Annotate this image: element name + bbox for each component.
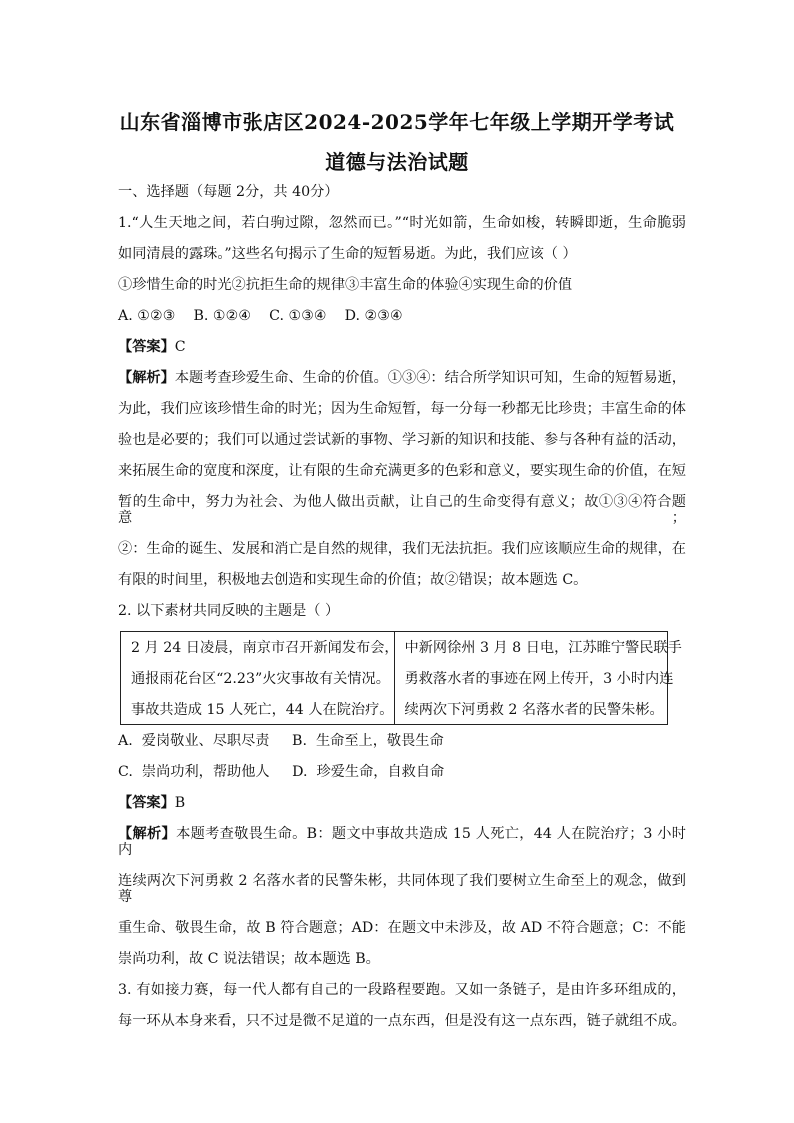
material-line: 勇救落水者的事迹在网上传开，3 小时内连 <box>404 671 674 687</box>
analysis-text: 本题考查珍爱生命、生命的价值。①③④：结合所学知识可知，生命的短暂易逝， <box>174 370 686 386</box>
q2-options: C. 崇尚功利，帮助他人 D. 珍爱生命，自救自命 <box>118 764 445 780</box>
material-left <box>121 632 399 725</box>
q2-stem: 2. 以下素材共同反映的主题是（ ） <box>118 603 340 619</box>
section-heading: 一、选择题（每题 2分，共 40分） <box>118 184 339 200</box>
material-line: 中新网徐州 3 月 8 日电，江苏睢宁警民联手 <box>404 640 682 656</box>
q1-analysis-line: 为此，我们应该珍惜生命的时光；因为生命短暂，每一分每一秒都无比珍贵；丰富生命的体 <box>118 401 686 417</box>
material-line: 通报雨花台区“2.23”火灾事故有关情况。 <box>131 671 390 687</box>
q1-analysis-line: 有限的时间里，积极地去创造和实现生命的价值；故②错误；故本题选 C。 <box>118 572 588 588</box>
q2-analysis-line: 重生命、敬畏生命，故 B 符合题意；AD：在题文中未涉及，故 AD 不符合题意；C：不能 <box>118 920 686 936</box>
document-body <box>118 184 686 1044</box>
answer-label: 【答案】 <box>118 795 175 811</box>
q1-stem-line: 1.“人生天地之间，若白驹过隙，忽然而已。”“时光如箭，生命如梭，转瞬即逝，生命脆弱 <box>118 215 686 231</box>
page-title: 山东省淄博市张店区2024-2025学年七年级上学期开学考试 <box>119 110 675 134</box>
q1-analysis-line: 暂的生命中，努力为社会、为他人做出贡献，让自己的生命变得有意义；故①③④符合题意； <box>118 494 686 526</box>
material-line: 续两次下河勇救 2 名落水者的民警朱彬。 <box>404 702 664 718</box>
analysis-text: 本题考查敬畏生命。B：题文中事故共造成 15 人死亡，44 人在院治疗；3 小时内 <box>118 826 686 858</box>
material-line: 2 月 24 日凌晨，南京市召开新闻发布会， <box>131 640 399 656</box>
answer-value: B <box>174 795 186 811</box>
q2-analysis-line <box>118 826 686 858</box>
q1-stem-line: 如同清晨的露珠。”这些名句揭示了生命的短暂易逝。为此，我们应该（ ） <box>118 246 577 262</box>
page-subtitle: 道德与法治试题 <box>325 150 469 174</box>
q2-analysis-line: 连续两次下河勇救 2 名落水者的民警朱彬，共同体现了我们要树立生命至上的观念，做到尊 <box>118 873 686 905</box>
material-right <box>394 632 682 725</box>
q1-analysis-line: 验也是必要的；我们可以通过尝试新的事物、学习新的知识和技能、参与各种有益的活动， <box>118 432 686 448</box>
analysis-label: 【解析】 <box>118 826 177 842</box>
q1-analysis-line <box>118 370 686 386</box>
q1-analysis-line: ②：生命的诞生、发展和消亡是自然的规律，我们无法抗拒。我们应该顺应生命的规律，在 <box>118 541 686 557</box>
q1-items: ①珍惜生命的时光②抗拒生命的规律③丰富生命的体验④实现生命的价值 <box>118 277 573 293</box>
answer-value: C <box>174 339 186 355</box>
analysis-label: 【解析】 <box>118 370 175 386</box>
q2-analysis-line: 崇尚功利，故 C 说法错误；故本题选 B。 <box>118 951 380 967</box>
q1-analysis-line: 来拓展生命的宽度和深度，让有限的生命充满更多的色彩和意义，要实现生命的价值，在短 <box>118 463 686 479</box>
material-line: 事故共造成 15 人死亡，44 人在院治疗。 <box>131 702 394 718</box>
q2-options: A. 爱岗敬业、尽职尽责 B. 生命至上，敬畏生命 <box>118 733 444 749</box>
q3-stem-line: 每一环从本身来看，只不过是微不足道的一点东西，但是没有这一点东西，链子就组不成。 <box>118 1013 686 1029</box>
q1-answer <box>118 339 686 355</box>
q2-answer <box>118 795 686 811</box>
answer-label: 【答案】 <box>118 339 175 355</box>
q3-stem-line: 3. 有如接力赛，每一代人都有自己的一段路程要跑。又如一条链子，是由许多环组成的， <box>118 982 686 998</box>
q1-options: A. ①②③ B. ①②④ C. ①③④ D. ②③④ <box>118 308 403 324</box>
q2-material-table <box>120 631 682 725</box>
